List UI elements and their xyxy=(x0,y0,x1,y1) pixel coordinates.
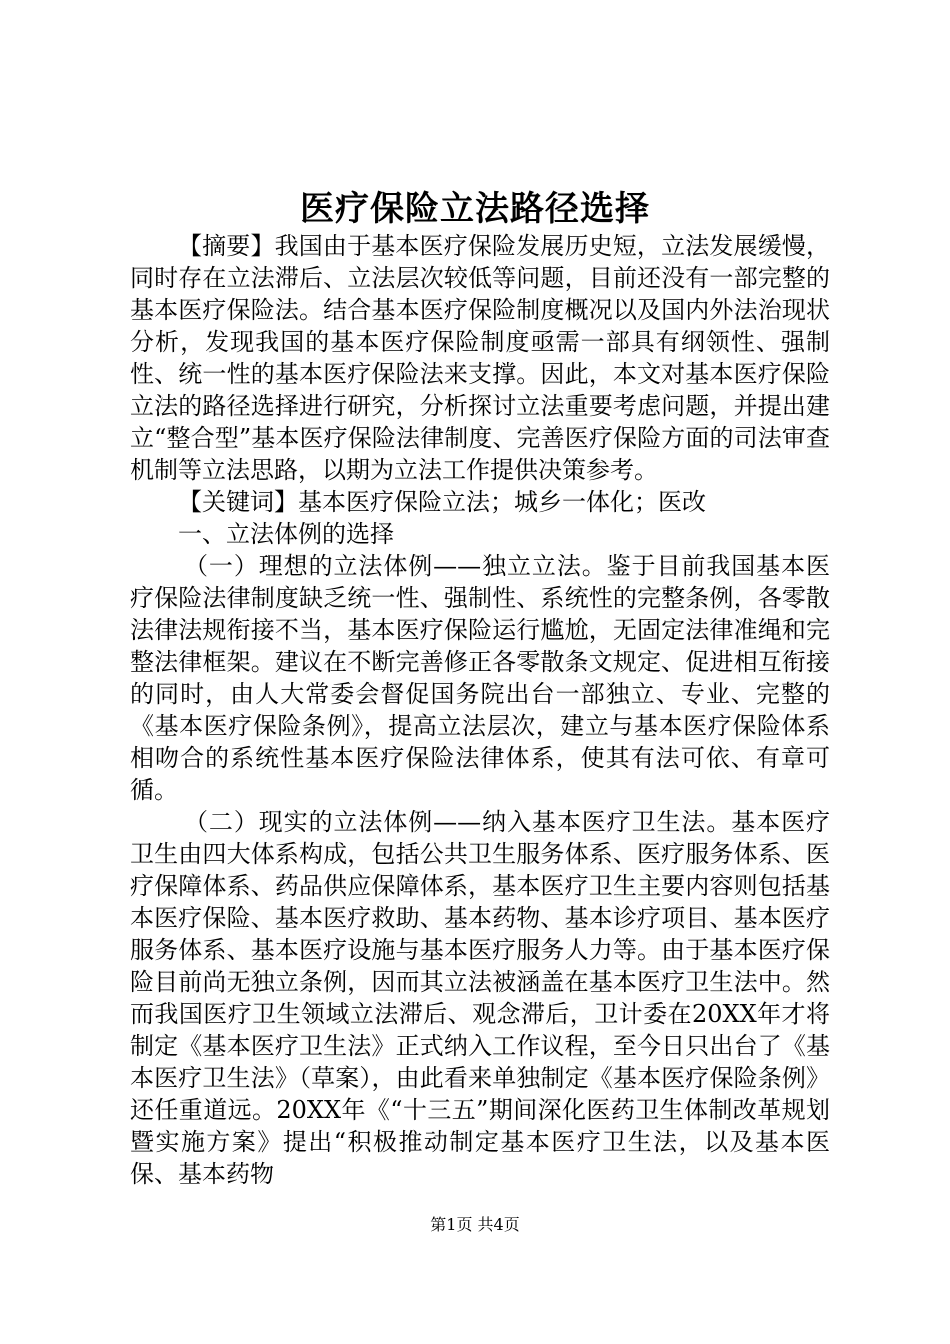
section-heading: 一、立法体例的选择 xyxy=(178,520,394,548)
document-title: 医疗保险立法路径选择 xyxy=(300,189,650,229)
abstract-paragraph: 【摘要】我国由于基本医疗保险发展历史短，立法发展缓慢，同时存在立法滞后、立法层次较低等问题，目前还没有一部完整的基本医疗保险法。结合基本医疗保险制度概况以及国内外法治现状分析，发现我国的基本医疗保险制度亟需一部具有纲领性、强制性、统一性的基本医疗保险法来支撑。因此，本文对基本医疗保险立法的路径选择进行研究，分析探讨立法重要考虑问题，并提出建立“整合型”基本医疗保险法律制度、完善医疗保险方面的司法审查机制等立法思路，以期为立法工作提供决策参考。 xyxy=(130,232,830,484)
keywords-paragraph: 【关键词】基本医疗保险立法；城乡一体化；医改 xyxy=(178,488,706,516)
page-number-footer: 第1页 共4页 xyxy=(430,1215,520,1234)
body-paragraph: （一）理想的立法体例——独立立法。鉴于目前我国基本医疗保险法律制度缺乏统一性、强制性、系统性的完整条例，各零散法律法规衔接不当，基本医疗保险运行尴尬，无固定法律准绳和完整法律框架。建议在不断完善修正各零散条文规定、促进相互衔接的同时，由人大常委会督促国务院出台一部独立、专业、完整的《基本医疗保险条例》，提高立法层次，建立与基本医疗保险体系相吻合的系统性基本医疗保险法律体系，使其有法可依、有章可循。 xyxy=(130,552,830,804)
document-body xyxy=(130,230,830,1190)
body-paragraph: （二）现实的立法体例——纳入基本医疗卫生法。基本医疗卫生由四大体系构成，包括公共卫生服务体系、医疗服务体系、医疗保障体系、药品供应保障体系，基本医疗卫生主要内容则包括基本医疗保险、基本医疗救助、基本药物、基本诊疗项目、基本医疗服务体系、基本医疗设施与基本医疗服务人力等。由于基本医疗保险目前尚无独立条例，因而其立法被涵盖在基本医疗卫生法中。然而我国医疗卫生领域立法滞后、观念滞后，卫计委在20XX年才将制定《基本医疗卫生法》正式纳入工作议程，至今日只出台了《基本医疗卫生法》（草案），由此看来单独制定《基本医疗保险条例》还任重道远。20XX年《“十三五”期间深化医药卫生体制改革规划暨实施方案》提出“积极推动制定基本医疗卫生法，以及基本医保、基本药物 xyxy=(130,808,830,1188)
